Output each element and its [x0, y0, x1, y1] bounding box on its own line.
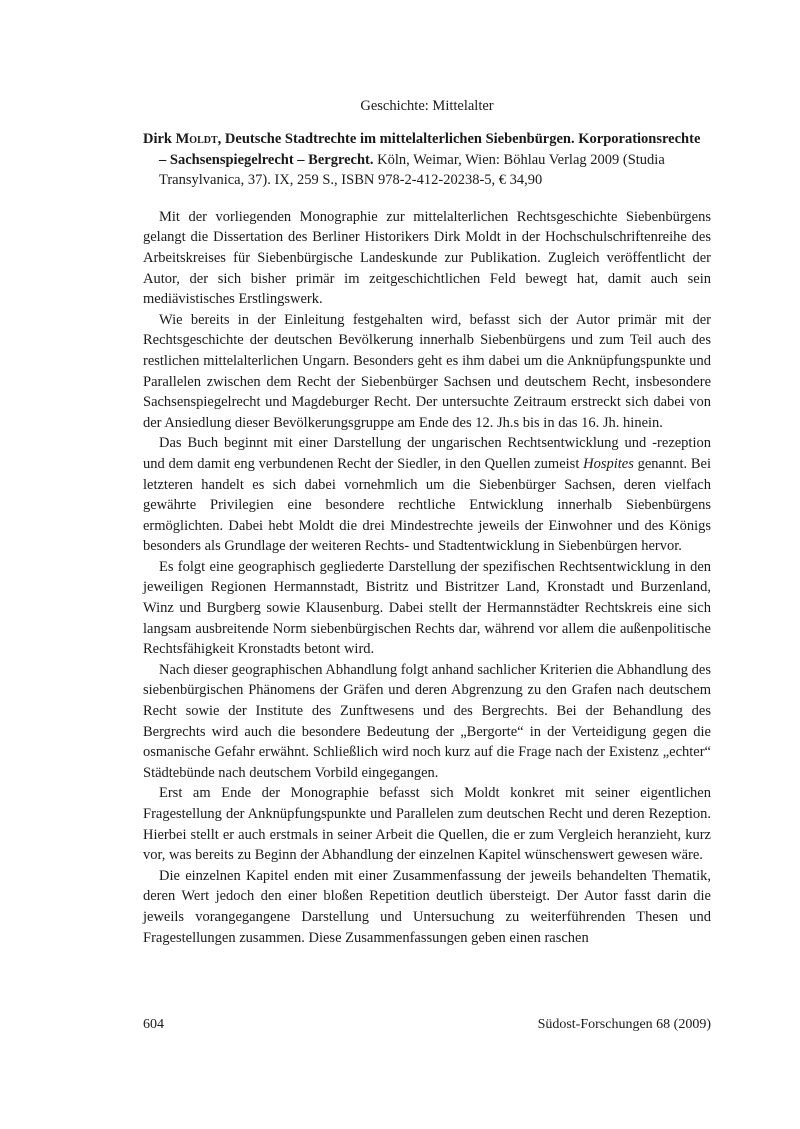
paragraph-text: Das Buch beginnt mit einer Darstellung der ungarischen Rechtsentwicklung und -rezeption und dem damit eng verbundenen Recht der Siedler, in den Quellen zumeist	[143, 435, 711, 472]
author-last-name: Moldt	[175, 131, 218, 147]
paragraph: Wie bereits in der Einleitung festgehalten wird, befasst sich der Autor primär mit der Rechtsgeschichte der deutschen Bevölkerung innerhalb Siebenbürgens und zum Teil auch des restlichen mittelalterlichen Ungarn. Besonders geht es ihm dabei um die Anknüpfungspunkte und Parallelen zwischen dem Recht der Siebenbürger Sachsen und deutschem Recht, insbesondere Sachsenspiegelrecht und Magdeburger Recht. Der untersuchte Zeitraum erstreckt sich dabei von der Ansiedlung dieser Bevölkerungsgruppe am Ende des 12. Jh.s bis in das 16. Jh. hinein.	[143, 311, 711, 431]
paragraph: Mit der vorliegenden Monographie zur mittelalterlichen Rechtsgeschichte Siebenbürgens gelangt die Dissertation des Berliner Historikers Dirk Moldt in der Hochschulschriftenreihe des Arbeitskreises für Siebenbürgische Landeskunde zur Publikation. Zugleich veröffentlicht der Autor, der sich bisher primär im zeitgeschichtlichen Feld bewegt hat, damit auch sein mediävistisches Erstlingswerk.	[143, 208, 711, 308]
book-title: , Deutsche Stadtrechte im mittelalterlichen Siebenbürgen. Korporationsrechte – Sachsenspiegelrecht – Bergrecht.	[159, 131, 701, 168]
book-citation	[143, 129, 711, 191]
page-number: 604	[143, 1017, 164, 1032]
journal-reference: Südost-Forschungen 68 (2009)	[537, 1017, 711, 1032]
page-content	[143, 96, 711, 948]
paragraph-text: genannt. Bei letzteren handelt es sich dabei vornehmlich um die Siebenbürger Sachsen, deren vielfach gewährte Privilegien eine besondere rechtliche Entwicklung innerhalb Siebenbürgens ermöglichten. Dabei hebt Moldt die drei Mindestrechte jeweils der Einwohner und des Königs besonders als Grundlage der weiteren Rechts- und Stadtentwicklung in Siebenbürgen hervor.	[143, 455, 711, 555]
page-footer	[143, 1017, 711, 1033]
author-first-name: Dirk	[143, 131, 176, 147]
italic-term: Hospites	[583, 455, 634, 472]
paragraph: Die einzelnen Kapitel enden mit einer Zusammenfassung der jeweils behandelten Thematik, deren Wert jedoch den einer bloßen Repetition deutlich übersteigt. Der Autor fasst darin die jeweils vorangegangene Darstellung und Untersuchung zu weiterführenden Thesen und Fragestellungen zusammen. Diese Zusammenfassungen geben einen raschen	[143, 867, 711, 946]
paragraph: Nach dieser geographischen Abhandlung folgt anhand sachlicher Kriterien die Abhandlung des siebenbürgischen Phänomens der Gräfen und deren Abgrenzung zu den Grafen nach deutschem Recht sowie der Institute des Zunftwesens und des Bergrechts. Bei der Behandlung des Bergrechts wird auch die besondere Bedeutung der „Bergorte“ in der Verteidigung gegen die osmanische Gefahr erwähnt. Schließlich wird noch kurz auf die Frage nach der Existenz „echter“ Städtebünde nach deutschem Vorbild eingegangen.	[143, 661, 711, 781]
paragraph: Es folgt eine geographisch gegliederte Darstellung der spezifischen Rechtsentwicklung in den jeweiligen Regionen Hermannstadt, Bistritz und Bistritzer Land, Kronstadt und Burzenland, Winz und Burgberg sowie Klausenburg. Dabei stellt der Hermannstädter Rechtskreis eine sich langsam ausbreitende Norm siebenbürgischen Rechts dar, während vor allem die außenpolitische Rechtsfähigkeit Kronstadts betont wird.	[143, 558, 711, 658]
review-body	[143, 207, 711, 948]
publication-details: Köln, Weimar, Wien: Böhlau Verlag 2009 (Studia Transylvanica, 37). IX, 259 S., ISBN 978-2-412-20238-5, € 34,90	[159, 151, 665, 189]
paragraph	[143, 433, 711, 557]
section-heading: Geschichte: Mittelalter	[360, 98, 494, 114]
paragraph: Erst am Ende der Monographie befasst sich Moldt konkret mit seiner eigentlichen Fragestellung der Anknüpfungspunkte und Parallelen zum deutschen Recht und deren Rezeption. Hierbei stellt er auch erstmals in seiner Arbeit die Quellen, die er zum Vergleich heranzieht, kurz vor, was bereits zu Beginn der Abhandlung der einzelnen Kapitel wünschenswert gewesen wäre.	[143, 785, 711, 864]
